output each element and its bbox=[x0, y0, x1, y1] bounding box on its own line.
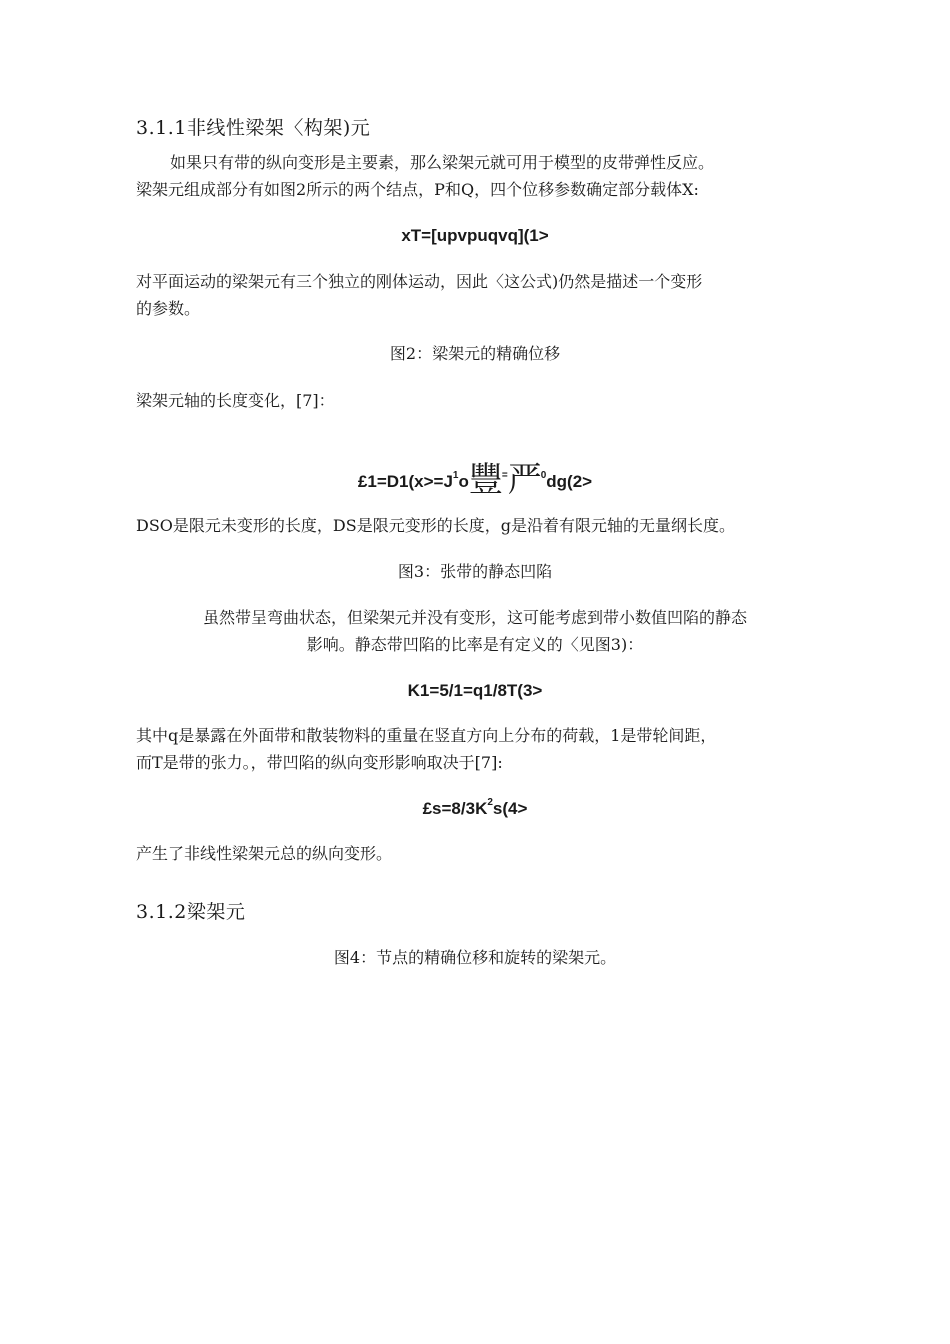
paragraph-line: 产生了非线性梁架元总的纵向变形。 bbox=[136, 844, 393, 863]
equation-2 bbox=[0, 452, 950, 501]
paragraph-line: DSO是限元未变形的长度，DS是限元变形的长度，g是沿着有限元轴的无量纲长度。 bbox=[136, 516, 735, 535]
equation-2-part: dg(2> bbox=[546, 472, 593, 491]
equation-2-part: o bbox=[458, 472, 469, 491]
paragraph-line: 影响。静态带凹陷的比率是有定义的〈见图3)： bbox=[306, 635, 644, 654]
equation-4-part: £s=8/3K bbox=[422, 799, 488, 818]
equation-2-superscript: 0 bbox=[540, 470, 547, 481]
paragraph-line: 其中q是暴露在外面带和散装物料的重量在竖直方向上分布的荷载，1是带轮间距， bbox=[136, 726, 717, 745]
equation-3: K1=5/1=q1/8T(3> bbox=[407, 681, 543, 700]
paragraph-line: 梁架元轴的长度变化，[7]： bbox=[136, 391, 335, 410]
equation-2-part: £1=D1(x>=J bbox=[357, 472, 453, 491]
equation-4 bbox=[0, 797, 950, 819]
paragraph-line: 而T是带的张力。，带凹陷的纵向变形影响取决于[7]: bbox=[136, 753, 503, 772]
section-heading-3-1-1: 3.1.1非线性梁架〈构架)元 bbox=[136, 117, 371, 139]
paragraph-line: 对平面运动的梁架元有三个独立的刚体运动，因此〈这公式)仍然是描述一个变形 bbox=[136, 272, 703, 291]
paragraph-line: 如果只有带的纵向变形是主要素，那么梁架元就可用于模型的皮带弹性反应。 bbox=[170, 153, 715, 172]
equation-2-garbled-glyph: 严 bbox=[507, 460, 541, 500]
equation-4-part: s(4> bbox=[492, 799, 528, 818]
equation-4-superscript: 2 bbox=[487, 797, 493, 808]
equation-2-superscript: = bbox=[501, 470, 508, 481]
equation-1: xT=[upvpuqvq](1> bbox=[401, 226, 549, 245]
paragraph-line: 的参数。 bbox=[136, 299, 201, 318]
figure-4-caption: 图4：节点的精确位移和旋转的梁架元。 bbox=[333, 948, 617, 967]
paragraph-line: 虽然带呈弯曲状态，但梁架元并没有变形，这可能考虑到带小数值凹陷的静态 bbox=[202, 608, 747, 627]
figure-2-caption: 图2：梁架元的精确位移 bbox=[389, 344, 561, 363]
figure-3-caption: 图3：张带的静态凹陷 bbox=[397, 562, 553, 581]
equation-2-superscript: 1 bbox=[452, 470, 459, 481]
equation-2-garbled-glyph: 豐 bbox=[468, 460, 502, 500]
paragraph-line: 梁架元组成部分有如图2所示的两个结点，P和Q，四个位移参数确定部分载体X: bbox=[136, 180, 699, 199]
section-heading-3-1-2: 3.1.2梁架元 bbox=[136, 901, 246, 923]
